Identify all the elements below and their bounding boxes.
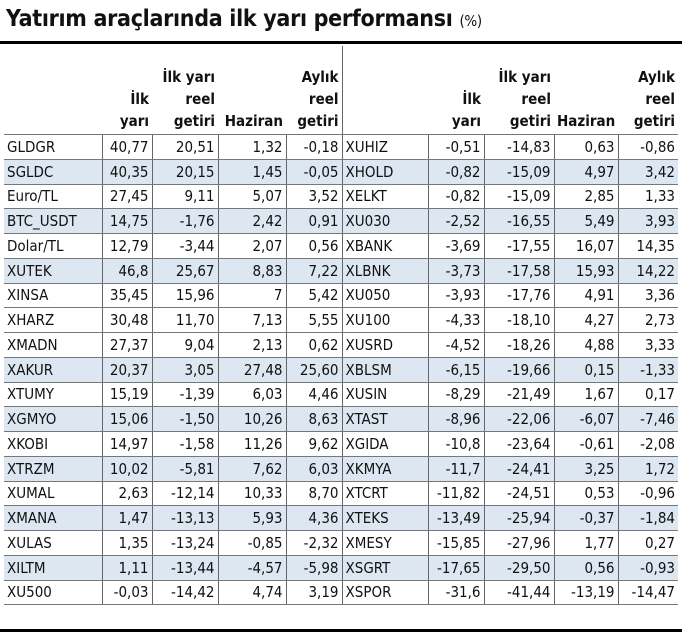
value-cell: -1,58 bbox=[152, 432, 218, 457]
value-cell: -4,33 bbox=[428, 308, 484, 333]
value-cell: 10,33 bbox=[218, 481, 286, 506]
table-row bbox=[4, 283, 678, 308]
value-cell: 3,93 bbox=[618, 209, 678, 234]
table-row bbox=[4, 407, 678, 432]
col-header-line: reel bbox=[185, 90, 215, 108]
instrument-name: XBLSM bbox=[342, 357, 428, 382]
value-cell: 1,35 bbox=[102, 531, 152, 556]
instrument-name: XSGRT bbox=[342, 555, 428, 580]
value-cell: -18,10 bbox=[484, 308, 554, 333]
value-cell: 14,97 bbox=[102, 432, 152, 457]
instrument-name: XU030 bbox=[342, 209, 428, 234]
title-unit: (%) bbox=[459, 12, 482, 30]
value-cell: -17,65 bbox=[428, 555, 484, 580]
value-cell: 0,27 bbox=[618, 531, 678, 556]
value-cell: 1,47 bbox=[102, 506, 152, 531]
table-row bbox=[4, 357, 678, 382]
value-cell: 1,33 bbox=[618, 184, 678, 209]
value-cell: -13,49 bbox=[428, 506, 484, 531]
col-header-ilk-yari-reel-getiri bbox=[152, 46, 218, 135]
value-cell: -12,14 bbox=[152, 481, 218, 506]
col-header-haziran bbox=[218, 46, 286, 135]
value-cell: 9,11 bbox=[152, 184, 218, 209]
instrument-name: XMADN bbox=[4, 333, 102, 358]
value-cell: 0,91 bbox=[286, 209, 342, 234]
value-cell: 16,07 bbox=[554, 234, 618, 259]
value-cell: -15,09 bbox=[484, 184, 554, 209]
value-cell: -0,85 bbox=[218, 531, 286, 556]
value-cell: -11,82 bbox=[428, 481, 484, 506]
table-row bbox=[4, 159, 678, 184]
value-cell: -8,96 bbox=[428, 407, 484, 432]
instrument-name: XGIDA bbox=[342, 432, 428, 457]
instrument-name: XUTEK bbox=[4, 258, 102, 283]
value-cell: -17,58 bbox=[484, 258, 554, 283]
value-cell: 15,06 bbox=[102, 407, 152, 432]
value-cell: 0,62 bbox=[286, 333, 342, 358]
value-cell: 10,26 bbox=[218, 407, 286, 432]
value-cell: -17,55 bbox=[484, 234, 554, 259]
table-title bbox=[6, 6, 482, 38]
value-cell: -14,47 bbox=[618, 580, 678, 605]
bottom-rule bbox=[0, 629, 682, 632]
value-cell: 14,35 bbox=[618, 234, 678, 259]
instrument-name: XUSIN bbox=[342, 382, 428, 407]
col-header-aylik-reel-getiri bbox=[618, 46, 678, 135]
value-cell: 5,55 bbox=[286, 308, 342, 333]
col-header-line: getiri bbox=[173, 112, 215, 130]
value-cell: 9,62 bbox=[286, 432, 342, 457]
table-header bbox=[4, 46, 678, 135]
col-header-line: Haziran bbox=[224, 112, 283, 130]
top-rule bbox=[0, 41, 682, 44]
value-cell: 1,77 bbox=[554, 531, 618, 556]
value-cell: 0,17 bbox=[618, 382, 678, 407]
value-cell: -13,24 bbox=[152, 531, 218, 556]
col-header-line: reel bbox=[645, 90, 675, 108]
value-cell: -21,49 bbox=[484, 382, 554, 407]
value-cell: 4,91 bbox=[554, 283, 618, 308]
value-cell: -24,41 bbox=[484, 456, 554, 481]
col-header-line bbox=[346, 88, 426, 110]
value-cell: 35,45 bbox=[102, 283, 152, 308]
value-cell: 7,22 bbox=[286, 258, 342, 283]
col-header-line bbox=[346, 110, 426, 132]
instrument-name: XTEKS bbox=[342, 506, 428, 531]
instrument-name: XLBNK bbox=[342, 258, 428, 283]
value-cell: 40,77 bbox=[102, 135, 152, 160]
instrument-name: XTUMY bbox=[4, 382, 102, 407]
value-cell: 2,63 bbox=[102, 481, 152, 506]
value-cell: 6,03 bbox=[218, 382, 286, 407]
value-cell: 4,74 bbox=[218, 580, 286, 605]
table-row bbox=[4, 308, 678, 333]
value-cell: 27,45 bbox=[102, 184, 152, 209]
col-header-aylik-reel-getiri bbox=[286, 46, 342, 135]
value-cell: 6,03 bbox=[286, 456, 342, 481]
value-cell: -3,44 bbox=[152, 234, 218, 259]
value-cell: 2,13 bbox=[218, 333, 286, 358]
value-cell: -15,09 bbox=[484, 159, 554, 184]
instrument-name: XELKT bbox=[342, 184, 428, 209]
instrument-name: XTCRT bbox=[342, 481, 428, 506]
value-cell: -15,85 bbox=[428, 531, 484, 556]
instrument-name: XUHIZ bbox=[342, 135, 428, 160]
value-cell: 10,02 bbox=[102, 456, 152, 481]
value-cell: 1,11 bbox=[102, 555, 152, 580]
value-cell: 4,46 bbox=[286, 382, 342, 407]
value-cell: 3,52 bbox=[286, 184, 342, 209]
value-cell: 30,48 bbox=[102, 308, 152, 333]
value-cell: -5,98 bbox=[286, 555, 342, 580]
value-cell: 3,19 bbox=[286, 580, 342, 605]
instrument-name: XMESY bbox=[342, 531, 428, 556]
col-header-ilk-yari-reel-getiri bbox=[484, 46, 554, 135]
value-cell: 11,26 bbox=[218, 432, 286, 457]
col-header-line: getiri bbox=[297, 112, 339, 130]
value-cell: 20,15 bbox=[152, 159, 218, 184]
instrument-name: XKOBI bbox=[4, 432, 102, 457]
value-cell: 14,22 bbox=[618, 258, 678, 283]
instrument-name: XMANA bbox=[4, 506, 102, 531]
value-cell: -14,83 bbox=[484, 135, 554, 160]
col-header-line: yarı bbox=[119, 112, 149, 130]
instrument-name: Dolar/TL bbox=[4, 234, 102, 259]
value-cell: -2,52 bbox=[428, 209, 484, 234]
value-cell: 4,88 bbox=[554, 333, 618, 358]
value-cell: 2,85 bbox=[554, 184, 618, 209]
value-cell: -5,81 bbox=[152, 456, 218, 481]
table-row bbox=[4, 506, 678, 531]
col-header-name bbox=[342, 46, 428, 135]
col-header-line: İlk bbox=[462, 90, 481, 108]
value-cell: 20,37 bbox=[102, 357, 152, 382]
value-cell: -22,06 bbox=[484, 407, 554, 432]
value-cell: 5,49 bbox=[554, 209, 618, 234]
instrument-name: XU500 bbox=[4, 580, 102, 605]
instrument-name: XILTM bbox=[4, 555, 102, 580]
instrument-name: BTC_USDT bbox=[4, 209, 102, 234]
value-cell: 46,8 bbox=[102, 258, 152, 283]
instrument-name: XHOLD bbox=[342, 159, 428, 184]
table-row bbox=[4, 209, 678, 234]
value-cell: -0,96 bbox=[618, 481, 678, 506]
value-cell: 15,93 bbox=[554, 258, 618, 283]
col-header-name bbox=[4, 46, 102, 135]
value-cell: 1,45 bbox=[218, 159, 286, 184]
instrument-name: XU100 bbox=[342, 308, 428, 333]
col-header-line: reel bbox=[308, 90, 339, 108]
instrument-name: XHARZ bbox=[4, 308, 102, 333]
table-row bbox=[4, 184, 678, 209]
value-cell: 0,56 bbox=[554, 555, 618, 580]
col-header-line: Aylık bbox=[638, 68, 675, 86]
col-header-ilk-yari bbox=[428, 46, 484, 135]
col-header-line: İlk bbox=[130, 90, 149, 108]
value-cell: 27,48 bbox=[218, 357, 286, 382]
value-cell: 0,53 bbox=[554, 481, 618, 506]
table-row bbox=[4, 432, 678, 457]
value-cell: 14,75 bbox=[102, 209, 152, 234]
value-cell: -4,52 bbox=[428, 333, 484, 358]
value-cell: -11,7 bbox=[428, 456, 484, 481]
performance-table bbox=[4, 46, 678, 605]
value-cell: 7,62 bbox=[218, 456, 286, 481]
table-row bbox=[4, 531, 678, 556]
value-cell: -41,44 bbox=[484, 580, 554, 605]
table-row bbox=[4, 135, 678, 160]
value-cell: -2,08 bbox=[618, 432, 678, 457]
value-cell: 20,51 bbox=[152, 135, 218, 160]
value-cell: 8,70 bbox=[286, 481, 342, 506]
value-cell: -4,57 bbox=[218, 555, 286, 580]
value-cell: -13,13 bbox=[152, 506, 218, 531]
value-cell: -19,66 bbox=[484, 357, 554, 382]
col-header-ilk-yari bbox=[102, 46, 152, 135]
value-cell: 1,72 bbox=[618, 456, 678, 481]
value-cell: -0,37 bbox=[554, 506, 618, 531]
value-cell: 3,36 bbox=[618, 283, 678, 308]
value-cell: 25,60 bbox=[286, 357, 342, 382]
instrument-name: XBANK bbox=[342, 234, 428, 259]
value-cell: -0,82 bbox=[428, 159, 484, 184]
value-cell: 4,97 bbox=[554, 159, 618, 184]
col-header-line: İlk yarı bbox=[162, 68, 215, 86]
value-cell: -18,26 bbox=[484, 333, 554, 358]
value-cell: 40,35 bbox=[102, 159, 152, 184]
instrument-name: XGMYO bbox=[4, 407, 102, 432]
value-cell: 0,56 bbox=[286, 234, 342, 259]
value-cell: -13,19 bbox=[554, 580, 618, 605]
col-header-line: reel bbox=[521, 90, 551, 108]
value-cell: -0,82 bbox=[428, 184, 484, 209]
value-cell: -1,33 bbox=[618, 357, 678, 382]
table-row bbox=[4, 333, 678, 358]
instrument-name: XTRZM bbox=[4, 456, 102, 481]
instrument-name: XTAST bbox=[342, 407, 428, 432]
value-cell: -29,50 bbox=[484, 555, 554, 580]
value-cell: 5,42 bbox=[286, 283, 342, 308]
value-cell: -17,76 bbox=[484, 283, 554, 308]
value-cell: -7,46 bbox=[618, 407, 678, 432]
value-cell: -3,69 bbox=[428, 234, 484, 259]
value-cell: -1,84 bbox=[618, 506, 678, 531]
value-cell: 0,15 bbox=[554, 357, 618, 382]
table-row bbox=[4, 481, 678, 506]
value-cell: 2,07 bbox=[218, 234, 286, 259]
instrument-name: XINSA bbox=[4, 283, 102, 308]
value-cell: 3,05 bbox=[152, 357, 218, 382]
value-cell: -3,93 bbox=[428, 283, 484, 308]
value-cell: 7 bbox=[218, 283, 286, 308]
value-cell: -1,50 bbox=[152, 407, 218, 432]
value-cell: -0,18 bbox=[286, 135, 342, 160]
value-cell: 4,36 bbox=[286, 506, 342, 531]
value-cell: -16,55 bbox=[484, 209, 554, 234]
value-cell: -24,51 bbox=[484, 481, 554, 506]
value-cell: -25,94 bbox=[484, 506, 554, 531]
value-cell: -31,6 bbox=[428, 580, 484, 605]
value-cell: 8,63 bbox=[286, 407, 342, 432]
value-cell: -0,05 bbox=[286, 159, 342, 184]
value-cell: 5,93 bbox=[218, 506, 286, 531]
value-cell: 1,32 bbox=[218, 135, 286, 160]
value-cell: 7,13 bbox=[218, 308, 286, 333]
instrument-name: XKMYA bbox=[342, 456, 428, 481]
instrument-name: XSPOR bbox=[342, 580, 428, 605]
value-cell: -3,73 bbox=[428, 258, 484, 283]
instrument-name: XUMAL bbox=[4, 481, 102, 506]
value-cell: 0,63 bbox=[554, 135, 618, 160]
instrument-name: XAKUR bbox=[4, 357, 102, 382]
col-header-line: yarı bbox=[451, 112, 481, 130]
col-header-line: İlk yarı bbox=[498, 68, 551, 86]
table-row bbox=[4, 234, 678, 259]
table-body bbox=[4, 135, 678, 605]
value-cell: -13,44 bbox=[152, 555, 218, 580]
value-cell: 2,42 bbox=[218, 209, 286, 234]
value-cell: -27,96 bbox=[484, 531, 554, 556]
instrument-name: GLDGR bbox=[4, 135, 102, 160]
value-cell: -0,93 bbox=[618, 555, 678, 580]
value-cell: -10,8 bbox=[428, 432, 484, 457]
value-cell: -14,42 bbox=[152, 580, 218, 605]
value-cell: 2,73 bbox=[618, 308, 678, 333]
value-cell: -0,86 bbox=[618, 135, 678, 160]
value-cell: 1,67 bbox=[554, 382, 618, 407]
value-cell: -6,07 bbox=[554, 407, 618, 432]
value-cell: 27,37 bbox=[102, 333, 152, 358]
value-cell: -0,51 bbox=[428, 135, 484, 160]
value-cell: -1,39 bbox=[152, 382, 218, 407]
header-row bbox=[4, 46, 678, 135]
col-header-line: getiri bbox=[633, 112, 675, 130]
value-cell: 12,79 bbox=[102, 234, 152, 259]
table-row bbox=[4, 555, 678, 580]
table-row bbox=[4, 580, 678, 605]
value-cell: -1,76 bbox=[152, 209, 218, 234]
col-header-haziran bbox=[554, 46, 618, 135]
instrument-name: XU050 bbox=[342, 283, 428, 308]
col-header-line bbox=[7, 110, 99, 132]
value-cell: 3,25 bbox=[554, 456, 618, 481]
table-row bbox=[4, 382, 678, 407]
instrument-name: SGLDC bbox=[4, 159, 102, 184]
value-cell: 8,83 bbox=[218, 258, 286, 283]
value-cell: -8,29 bbox=[428, 382, 484, 407]
value-cell: 15,19 bbox=[102, 382, 152, 407]
value-cell: 3,42 bbox=[618, 159, 678, 184]
value-cell: -6,15 bbox=[428, 357, 484, 382]
instrument-name: XUSRD bbox=[342, 333, 428, 358]
value-cell: 3,33 bbox=[618, 333, 678, 358]
col-header-line: Haziran bbox=[557, 112, 616, 130]
table-row bbox=[4, 258, 678, 283]
value-cell: -2,32 bbox=[286, 531, 342, 556]
value-cell: -0,03 bbox=[102, 580, 152, 605]
value-cell: -23,64 bbox=[484, 432, 554, 457]
value-cell: -0,61 bbox=[554, 432, 618, 457]
value-cell: 9,04 bbox=[152, 333, 218, 358]
instrument-name: Euro/TL bbox=[4, 184, 102, 209]
value-cell: 25,67 bbox=[152, 258, 218, 283]
value-cell: 4,27 bbox=[554, 308, 618, 333]
col-header-line: getiri bbox=[509, 112, 551, 130]
value-cell: 11,70 bbox=[152, 308, 218, 333]
instrument-name: XULAS bbox=[4, 531, 102, 556]
table-row bbox=[4, 456, 678, 481]
col-header-line: Aylık bbox=[301, 68, 339, 86]
col-header-line bbox=[7, 88, 99, 110]
value-cell: 15,96 bbox=[152, 283, 218, 308]
title-text: Yatırım araçlarında ilk yarı performansı bbox=[6, 6, 453, 32]
value-cell: 5,07 bbox=[218, 184, 286, 209]
